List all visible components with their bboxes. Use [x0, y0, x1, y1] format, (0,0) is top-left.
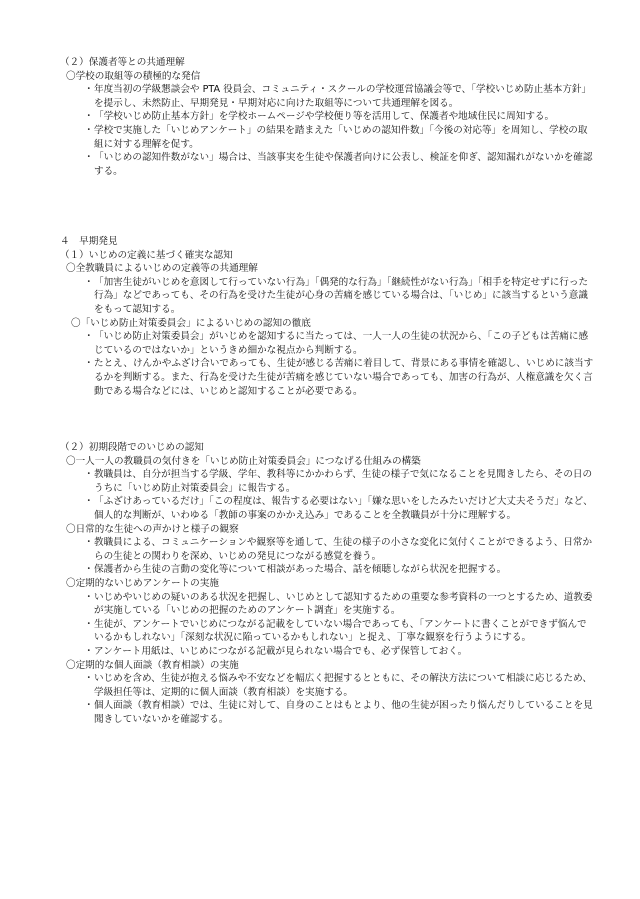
bullet-marker: ・: [84, 618, 94, 630]
bullet-item: [84, 618, 596, 645]
subsection-heading: 〇日常的な生徒への声かけと様子の観察: [66, 523, 239, 535]
bullet-item: [84, 645, 596, 659]
bullet-item: [84, 83, 596, 110]
bullet-marker: ・: [84, 331, 94, 343]
bullet-marker: ・: [84, 496, 94, 508]
bullet-marker: ・: [84, 673, 94, 685]
bullet-marker: ・: [84, 276, 94, 288]
bullet-text: 個人面談（教育相談）では、生徒に対して、自身のことはもとより、他の生徒が困ったり悩んだりしていることを見聞きしていないかを確認する。: [94, 700, 593, 725]
bullet-item: [84, 110, 596, 124]
bullet-text: 年度当初の学級懇談会や PTA 役員会、コミュニティ・スクールの学校運営協議会等で、「学校いじめ防止基本方針」を提示し、未然防止、早期発見・早期対応に向けた取組等について共通理解を図る。: [94, 84, 592, 109]
bullet-text: 教職員は、自分が担当する学級、学年、教科等にかかわらず、生徒の様子で気になることを見聞きしたら、その日のうちに「いじめ防止対策委員会」に報告する。: [94, 469, 593, 494]
bullet-text: 「ふざけあっているだけ」「この程度は、報告する必要はない」「嫌な思いをしたみたいだけど大丈夫そうだ」など、個人的な判断が、いわゆる「教師の事案のかかえ込み」であることを全教職員が十分に理解する。: [94, 496, 593, 521]
subsection-heading: 〇一人一人の教職員の気付きを「いじめ防止対策委員会」につなげる仕組みの構築: [66, 455, 421, 467]
subsection-heading: （２）初期段階でのいじめの認知: [60, 442, 204, 453]
bullet-item: [84, 495, 596, 522]
bullet-text: いじめやいじめの疑いのある状況を把握し、いじめとして認知するための重要な参考資料の一つとするため、道教委が実施している「いじめの把握のためのアンケート調査」を実施する。: [94, 591, 593, 617]
bullet-text: アンケート用紙は、いじめにつながる記載が見られない場合でも、必ず保管しておく。: [94, 645, 468, 657]
bullet-item: [84, 672, 596, 699]
bullet-marker: ・: [84, 358, 94, 370]
bullet-item: [84, 330, 596, 357]
bullet-item: [84, 591, 596, 618]
bullet-text: 教職員による、コミュニケーションや観察等を通して、生徒の様子の小さな変化に気付くことができるよう、日常からの生徒との関わりを深め、いじめの発見につながる感覚を養う。: [94, 537, 593, 562]
section-heading: （２）保護者等との共通理解: [60, 57, 185, 68]
subsection-heading: （１）いじめの定義に基づく確実な認知: [60, 249, 233, 261]
bullet-marker: ・: [84, 469, 94, 481]
bullet-item: [84, 124, 596, 151]
bullet-marker: ・: [84, 537, 94, 549]
section-heading: ４ 早期発見: [60, 236, 118, 247]
subsection-heading: 〇定期的ないじめアンケートの実施: [66, 577, 219, 589]
bullet-marker: ・: [84, 700, 94, 712]
bullet-marker: ・: [84, 591, 94, 603]
bullet-text: いじめを含め、生徒が抱える悩みや不安などを幅広く把握するとともに、その解決方法について相談に応じるため、学級担任等は、定期的に個人面談（教育相談）を実施する。: [94, 673, 592, 698]
bullet-marker: ・: [84, 124, 94, 136]
bullet-marker: ・: [84, 645, 94, 657]
bullet-item: [84, 563, 596, 577]
subsection-heading: 〇全教職員によるいじめの定義等の共通理解: [66, 263, 258, 275]
bullet-marker: ・: [84, 152, 94, 164]
bullet-text: 「いじめの認知件数がない」場合は、当該事実を生徒や保護者向けに公表し、検証を仰ぎ、認知漏れがないかを確認する。: [94, 152, 593, 177]
bullet-text: 学校で実施した「いじめアンケート」の結果を踏まえた「いじめの認知件数」「今後の対応等」を周知し、学校の取組に対する理解を促す。: [94, 124, 588, 150]
bullet-item: [84, 536, 596, 563]
bullet-item: [84, 699, 596, 726]
subsection-heading: 〇「いじめ防止対策委員会」によるいじめの認知の徹底: [71, 317, 311, 329]
bullet-item: [84, 468, 596, 495]
bullet-marker: ・: [84, 111, 94, 123]
subsection-heading: 〇定期的な個人面談（教育相談）の実施: [66, 659, 239, 671]
bullet-text: たとえ、けんかやふざけ合いであっても、生徒が感じる苦痛に着目して、背景にある事情を確認し、いじめに該当するかを判断する。また、行為を受けた生徒が苦痛を感じていない場合であっても、加害の行為が、人権意識を欠く言動である場合などには、いじめと認知することが必要である。: [94, 358, 594, 397]
bullet-text: 生徒が、アンケートでいじめにつながる記載をしていない場合であっても、「アンケートに書くことができず悩んでいるかもしれない」「深刻な状況に陥っているかもしれない」と捉え、丁寧な観察を行うようにする。: [94, 618, 587, 644]
bullet-text: 「いじめ防止対策委員会」がいじめを認知するに当たっては、一人一人の生徒の状況から、「この子どもは苦痛に感じているのではないか」というきめ細かな視点から判断する。: [94, 331, 589, 356]
section-parent-understanding: [0, 56, 640, 178]
bullet-text: 保護者から生徒の言動の変化等について相談があった場合、話を傾聴しながら状況を把握する。: [94, 564, 507, 576]
bullet-text: 「学校いじめ防止基本方針」を学校ホームページや学校便り等を活用して、保護者や地域住民に周知する。: [94, 111, 555, 123]
subsection-heading: 〇学校の取組等の積極的な発信: [66, 70, 201, 82]
bullet-text: 「加害生徒がいじめを意図して行っていない行為」「偶発的な行為」「継続性がない行為」「相手を特定せずに行った行為」などであっても、その行為を受けた生徒が心身の苦痛を感じている場合は、「いじめ」に該当するという意識をもって認知する。: [94, 276, 589, 315]
bullet-marker: ・: [84, 84, 94, 96]
bullet-marker: ・: [84, 564, 94, 576]
section-early-detection: [0, 235, 640, 398]
section-initial-recognition: [0, 441, 640, 726]
bullet-item: [84, 357, 596, 398]
bullet-item: [84, 276, 596, 317]
bullet-item: [84, 151, 596, 178]
